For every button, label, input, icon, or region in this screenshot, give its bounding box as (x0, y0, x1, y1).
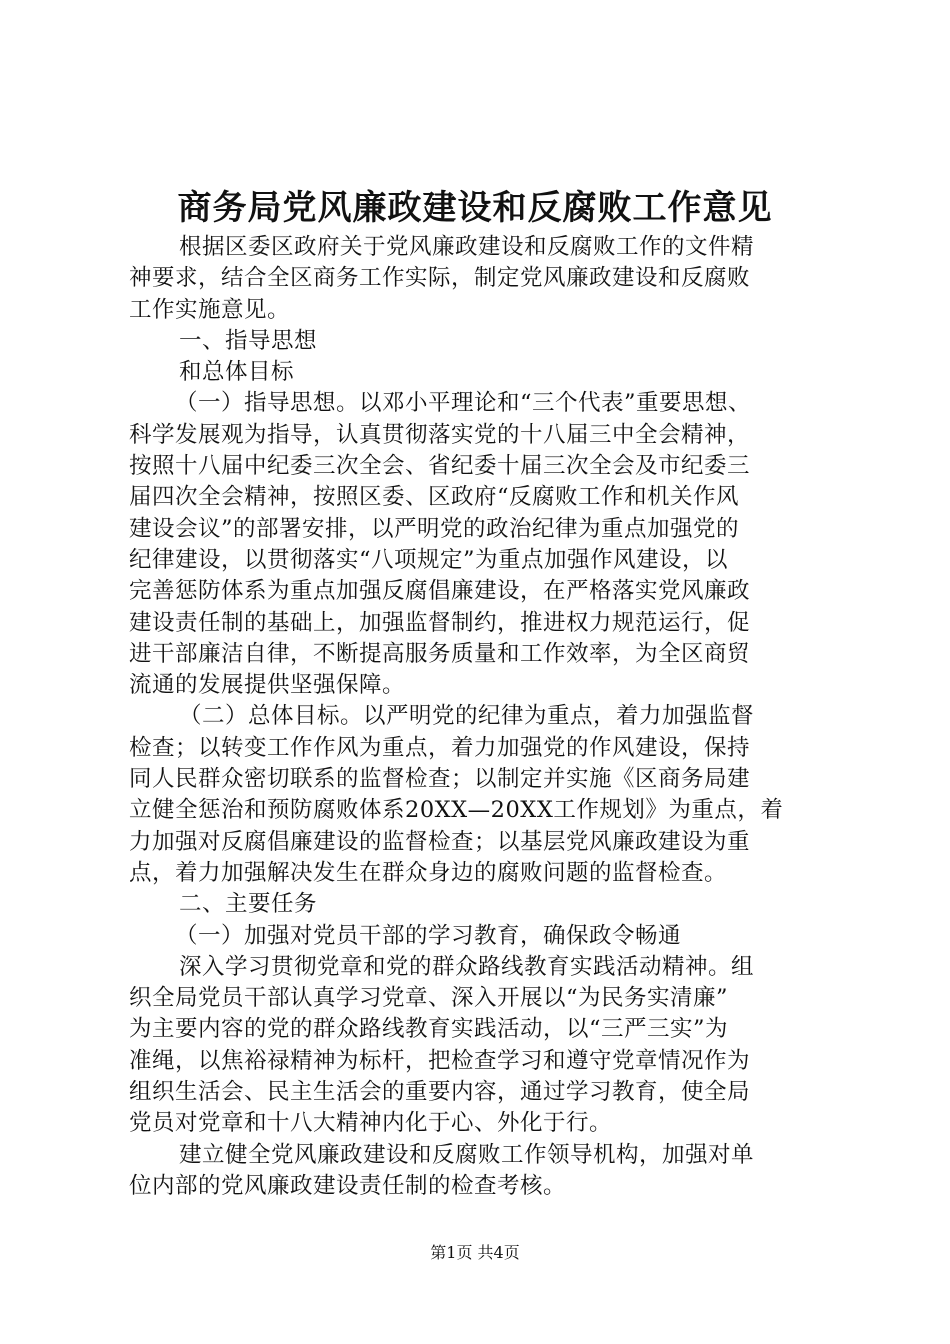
body-line: 工作实施意见。 (129, 296, 291, 323)
section-heading: 二、主要任务 (179, 891, 318, 918)
body-line: 建设会议”的部署安排，以严明党的政治纪律为重点加强党的 (129, 515, 740, 542)
body-line: 点，着力加强解决发生在群众身边的腐败问题的监督检查。 (129, 859, 728, 886)
body-line: 神要求，结合全区商务工作实际，制定党风廉政建设和反腐败 (129, 265, 751, 292)
body-line: 同人民群众密切联系的监督检查；以制定并实施《区商务局建 (129, 766, 751, 793)
body-line: 位内部的党风廉政建设责任制的检查考核。 (129, 1172, 567, 1199)
body-line: 建设责任制的基础上，加强监督制约，推进权力规范运行，促 (129, 609, 751, 636)
section-heading-continued: 和总体目标 (179, 359, 295, 386)
body-line: 准绳，以焦裕禄精神为标杆，把检查学习和遵守党章情况作为 (129, 1047, 751, 1074)
body-line: 党员对党章和十八大精神内化于心、外化于行。 (129, 1110, 613, 1137)
body-line: 力加强对反腐倡廉建设的监督检查；以基层党风廉政建设为重 (129, 828, 751, 855)
page-number-footer: 第1页 共4页 (430, 1243, 520, 1262)
body-line: 科学发展观为指导，认真贯彻落实党的十八届三中全会精神， (129, 421, 751, 448)
body-line: 为主要内容的党的群众路线教育实践活动，以“三严三实”为 (129, 1016, 729, 1043)
body-line: 组织生活会、民主生活会的重要内容，通过学习教育，使全局 (129, 1079, 751, 1106)
body-line: （二）总体目标。以严明党的纪律为重点，着力加强监督 (179, 703, 755, 730)
body-line: 纪律建设，以贯彻落实“八项规定”为重点加强作风建设，以 (129, 546, 729, 573)
body-line: 完善惩防体系为重点加强反腐倡廉建设，在严格落实党风廉政 (129, 578, 751, 605)
body-line: 织全局党员干部认真学习党章、深入开展以“为民务实清廉” (129, 985, 729, 1012)
body-line: （一）指导思想。以邓小平理论和“三个代表”重要思想、 (175, 390, 752, 417)
body-line: 届四次全会精神，按照区委、区政府“反腐败工作和机关作风 (129, 484, 740, 511)
body-line: 按照十八届中纪委三次全会、省纪委十届三次全会及市纪委三 (129, 453, 751, 480)
body-line: 检查；以转变工作作风为重点，着力加强党的作风建设，保持 (129, 734, 751, 761)
body-line: 建立健全党风廉政建设和反腐败工作领导机构，加强对单 (179, 1141, 755, 1168)
document-title: 商务局党风廉政建设和反腐败工作意见 (177, 188, 773, 228)
document-body (129, 232, 829, 1202)
section-heading: 一、指导思想 (179, 327, 318, 354)
subsection-heading: （一）加强对党员干部的学习教育，确保政令畅通 (175, 922, 682, 949)
body-line: 进干部廉洁自律，不断提高服务质量和工作效率，为全区商贸 (129, 640, 751, 667)
body-line: 深入学习贯彻党章和党的群众路线教育实践活动精神。组 (179, 953, 755, 980)
body-line: 流通的发展提供坚强保障。 (129, 672, 406, 699)
body-line: 立健全惩治和预防腐败体系20XX—20XX工作规划》为重点，着 (129, 797, 784, 824)
body-line: 根据区委区政府关于党风廉政建设和反腐败工作的文件精 (179, 234, 755, 260)
